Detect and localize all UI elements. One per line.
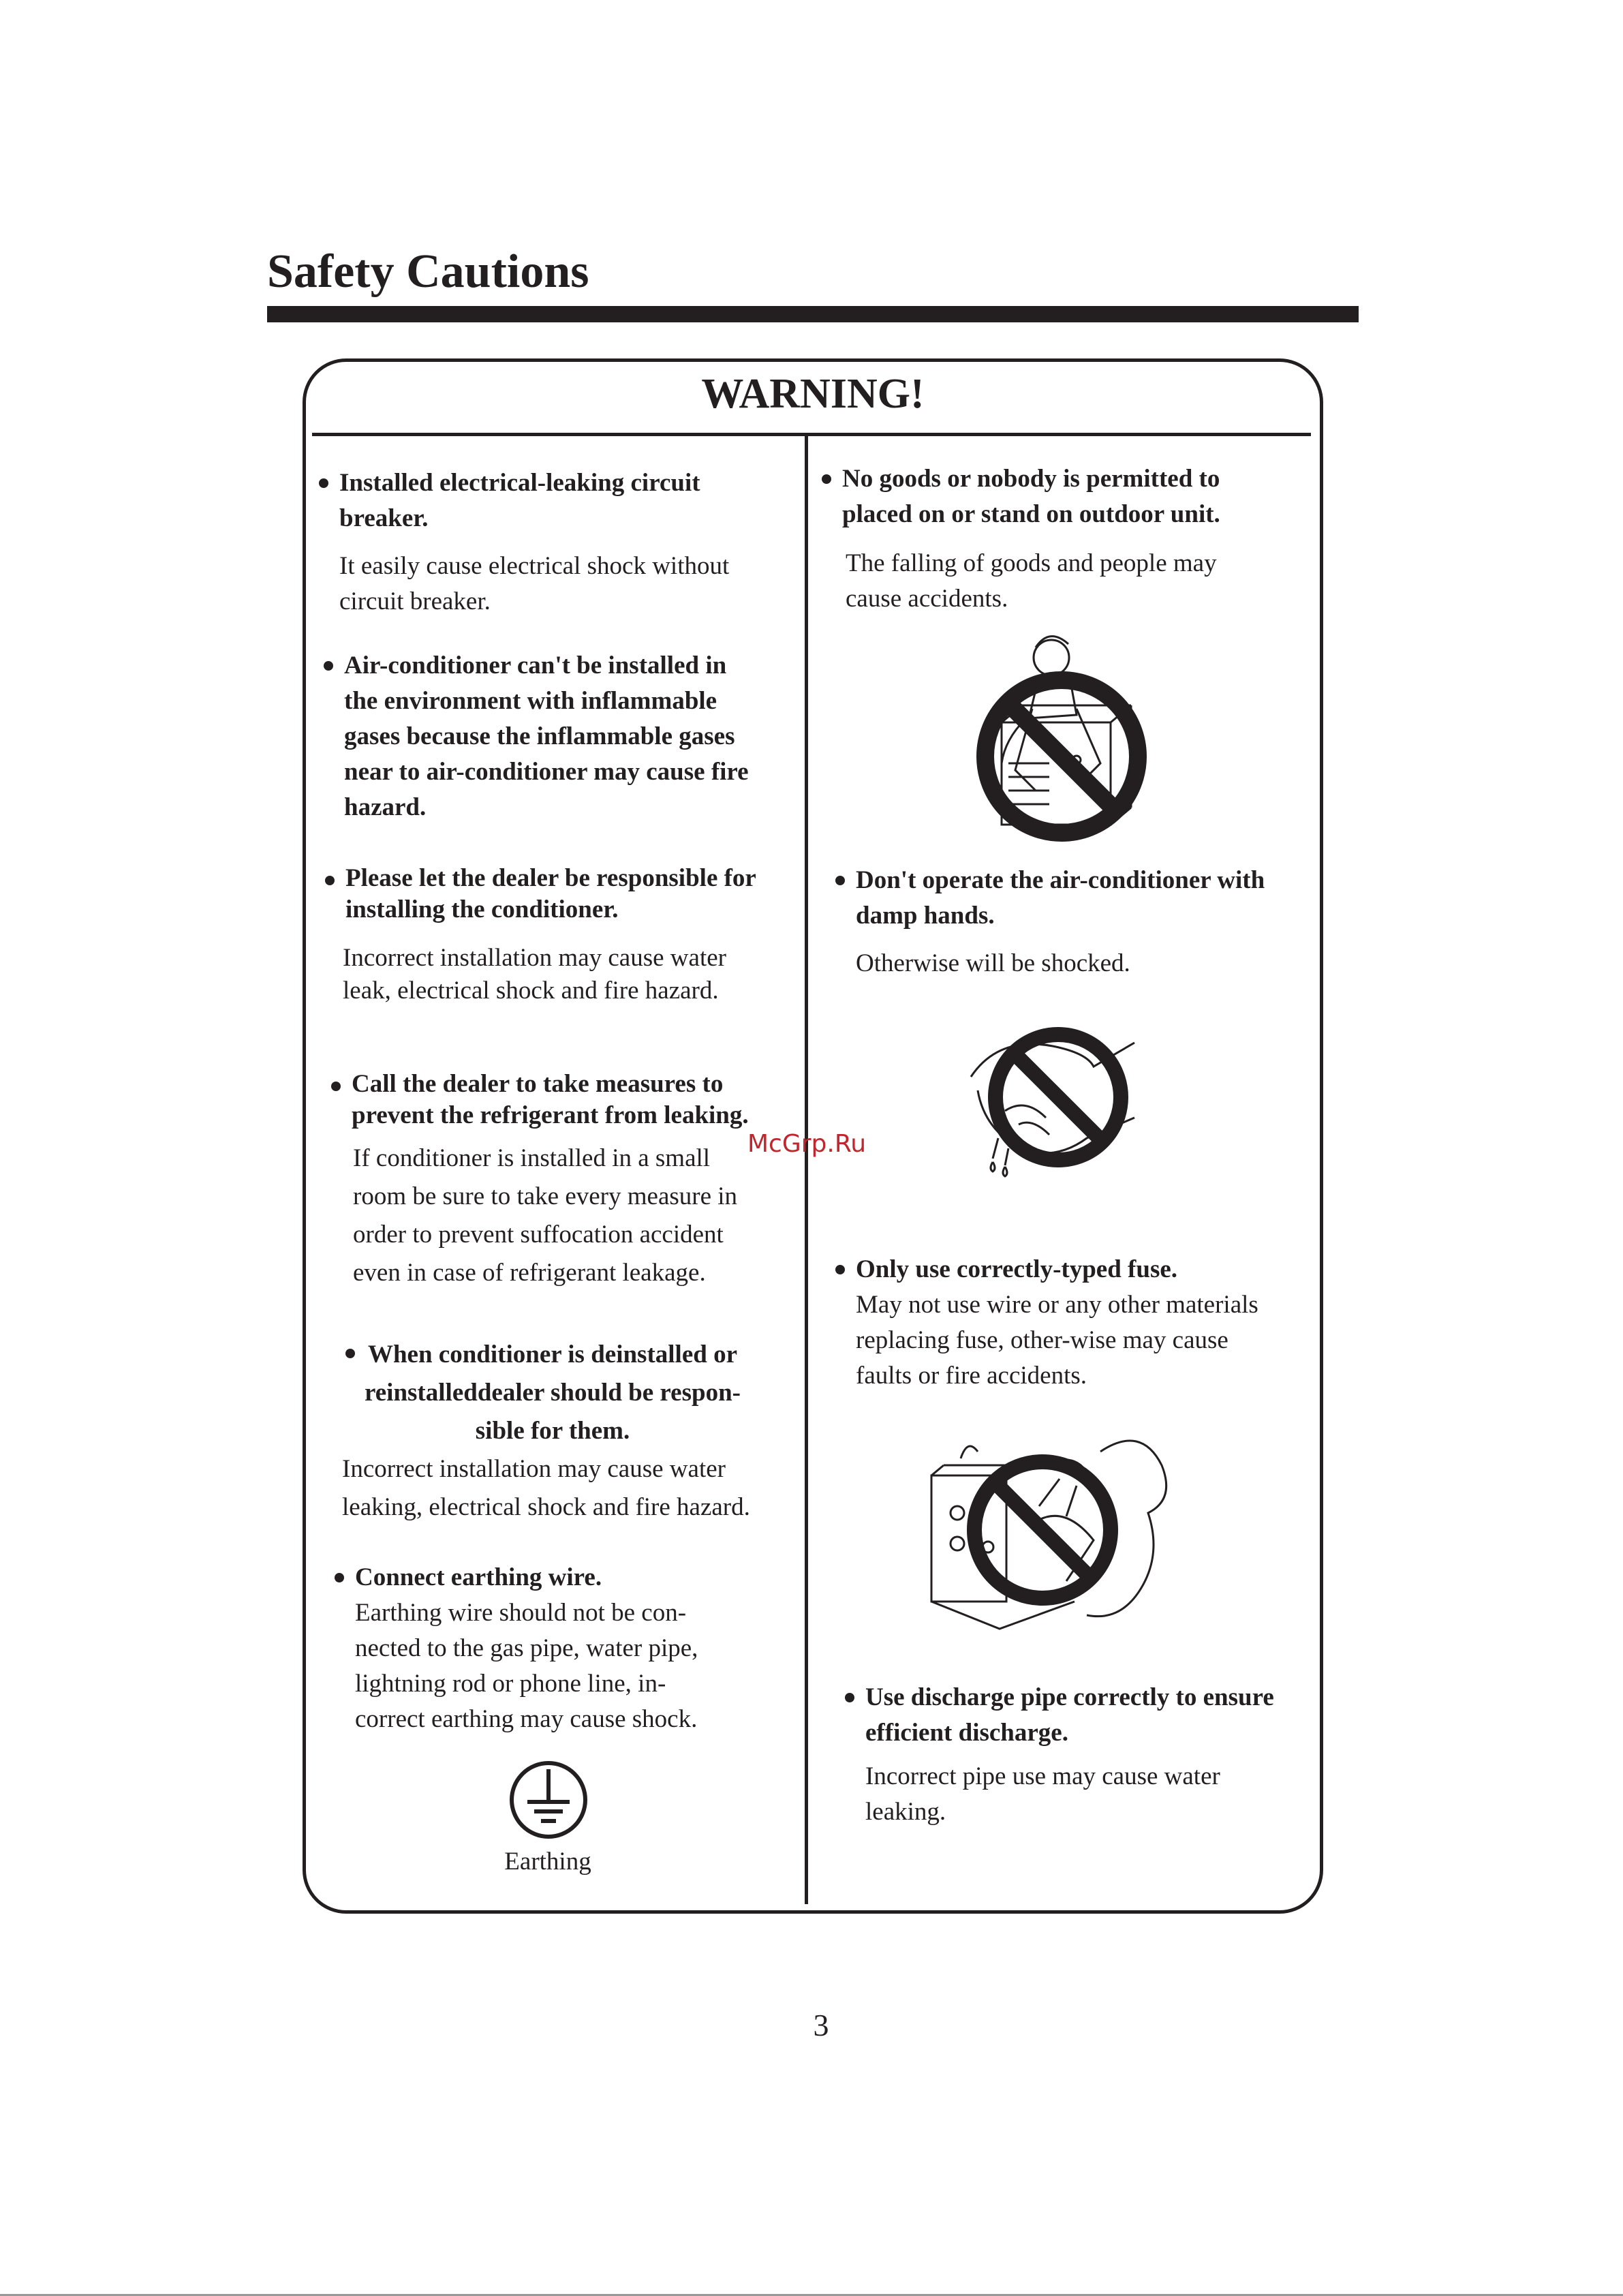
caution-refrigerant-leak [352, 1069, 749, 1292]
caution-no-standing [842, 461, 1220, 617]
no-damp-hands-icon [957, 1022, 1138, 1179]
caution-fuse [856, 1252, 1258, 1394]
caution-text: Otherwise will be shocked. [856, 949, 1130, 977]
caution-heading: Air-conditioner can't be installed in the environment with inflammable gases because the inflammable gases near to air-conditioner may cause fire hazard. [344, 648, 749, 825]
no-standing-on-unit-icon [961, 627, 1158, 852]
panel-divider-vertical [805, 436, 808, 1904]
caution-heading: Don't operate the air-conditioner with damp hands. [856, 863, 1265, 934]
no-wire-fuse-icon [923, 1424, 1175, 1636]
page-title: Safety Cautions [267, 245, 589, 298]
caution-circuit-breaker [339, 465, 729, 619]
page-number: 3 [813, 2008, 829, 2042]
panel-divider-horizontal [312, 433, 1311, 436]
caution-deinstall [342, 1336, 757, 1527]
warning-heading: WARNING! [701, 371, 925, 417]
caution-inflammable-gases [344, 648, 749, 825]
caution-dealer-install [345, 863, 756, 1007]
title-divider [267, 306, 1359, 322]
caution-heading: Connect earthing wire. [355, 1560, 698, 1595]
caution-text: Earthing wire should not be con- nected to the gas pipe, water pipe, lightning rod or phone line, in- correct earthing may cause shock. [355, 1599, 698, 1733]
ground-symbol-icon [508, 1760, 589, 1840]
watermark: McGrp.Ru [747, 1130, 867, 1158]
caution-text: Incorrect installation may cause water leaking, electrical shock and fire hazard. [342, 1455, 750, 1521]
caution-heading: Installed electrical-leaking circuit breaker. [339, 465, 729, 536]
caution-text: Incorrect installation may cause water leak, electrical shock and fire hazard. [343, 944, 726, 1005]
caution-heading: When conditioner is deinstalled or reinstalleddealer should be respon- sible for them. [348, 1336, 757, 1450]
caution-heading: Use discharge pipe correctly to ensure efficient discharge. [865, 1680, 1274, 1751]
caution-heading: Call the dealer to take measures to prevent the refrigerant from leaking. [352, 1069, 749, 1131]
caution-earthing-wire [355, 1560, 698, 1737]
caution-heading: No goods or nobody is permitted to placed on or stand on outdoor unit. [842, 461, 1220, 532]
caution-text: If conditioner is installed in a small room be sure to take every measure in order to prevent suffocation accident even in case of refrigerant leakage. [353, 1144, 738, 1287]
caution-damp-hands [856, 863, 1265, 981]
caution-text: Incorrect pipe use may cause water leaking. [865, 1762, 1220, 1826]
caution-text: It easily cause electrical shock without circuit breaker. [339, 552, 730, 615]
earthing-label: Earthing [504, 1848, 591, 1876]
caution-text: May not use wire or any other materials replacing fuse, other-wise may cause faults or fire accidents. [856, 1291, 1258, 1390]
caution-heading: Please let the dealer be responsible for installing the conditioner. [345, 863, 756, 925]
caution-text: The falling of goods and people may cause accidents. [846, 549, 1217, 613]
caution-discharge-pipe [865, 1680, 1274, 1830]
caution-heading: Only use correctly-typed fuse. [856, 1252, 1258, 1287]
